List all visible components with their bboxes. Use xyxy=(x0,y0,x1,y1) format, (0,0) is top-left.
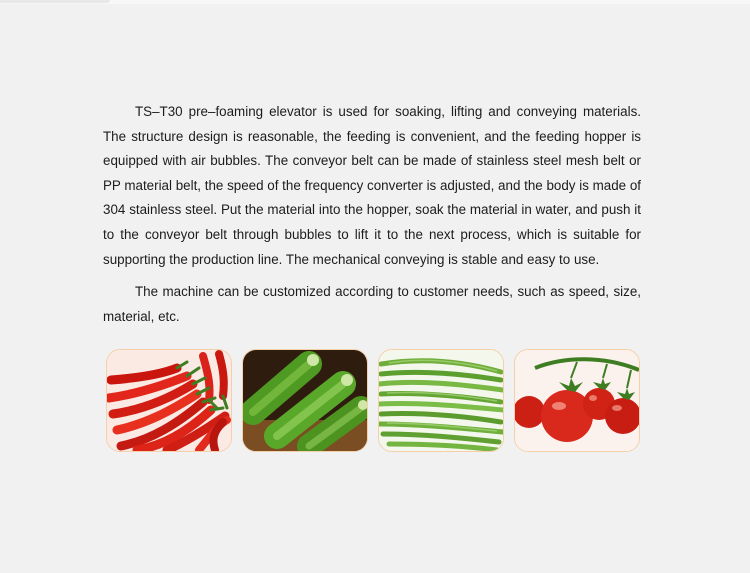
tomatoes-image xyxy=(514,349,640,452)
green-beans-illustration xyxy=(379,350,503,451)
top-band xyxy=(0,0,750,4)
vegetable-gallery xyxy=(106,349,640,452)
product-description xyxy=(103,100,641,337)
paragraph-customization: The machine can be customized according to customer needs, such as speed, size, material, etc. xyxy=(103,284,641,324)
top-tab xyxy=(0,0,110,3)
green-beans-image xyxy=(378,349,504,452)
paragraph-intro: TS–T30 pre–foaming elevator is used for soaking, lifting and conveying materials. The structure design is reasonable, the feeding is convenient, and the feeding hopper is equipped with air bubbles. The conveyor belt can be made of stainless steel mesh belt or PP material belt, the speed of the frequency converter is adjusted, and the body is made of 304 stainless steel. Put the material into the hopper, soak the material in water, and push it to the conveyor belt through bubbles to lift it to the next process, which is suitable for supporting the production line. The mechanical conveying is stable and easy to use. xyxy=(103,104,641,267)
chili-peppers-illustration xyxy=(107,350,231,451)
zucchini-illustration xyxy=(243,350,367,451)
chili-peppers-image xyxy=(106,349,232,452)
tomatoes-illustration xyxy=(515,350,639,451)
zucchini-image xyxy=(242,349,368,452)
